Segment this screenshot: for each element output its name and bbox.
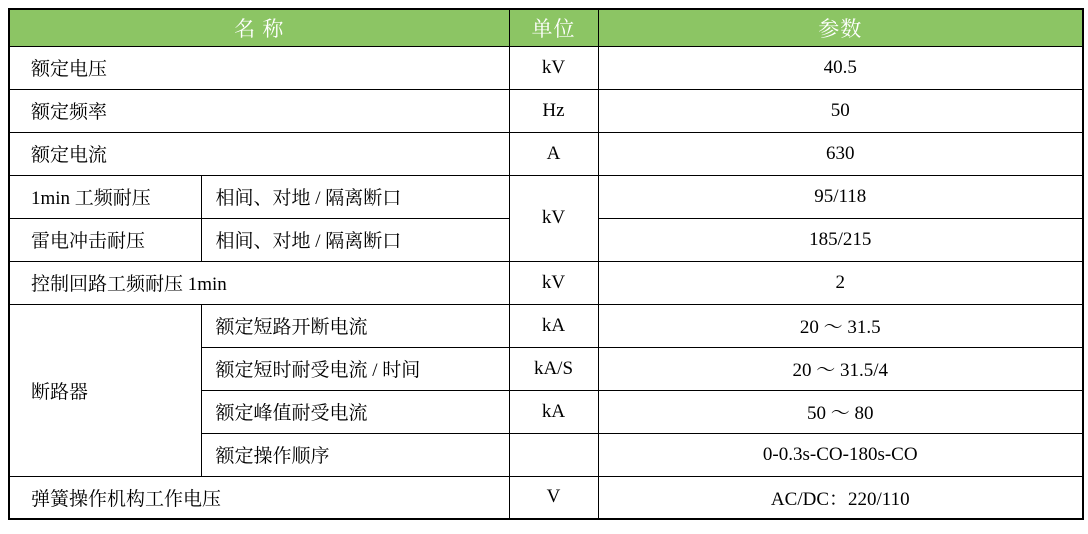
cell-unit: kV bbox=[509, 261, 598, 304]
table-row bbox=[9, 261, 1083, 304]
cell-param: 40.5 bbox=[598, 46, 1083, 89]
cell-param: 20 ～ 31.5 bbox=[598, 304, 1083, 347]
cell-param: 95/118 bbox=[598, 175, 1083, 218]
cell-subname: 相间、对地 / 隔离断口 bbox=[201, 218, 509, 261]
header-cell-name: 名 称 bbox=[9, 9, 509, 46]
cell-group-circuit-breaker: 断路器 bbox=[9, 304, 201, 476]
cell-param: 50 ～ 80 bbox=[598, 390, 1083, 433]
cell-unit-empty bbox=[509, 433, 598, 476]
cell-unit-merged: kV bbox=[509, 175, 598, 261]
table-row bbox=[9, 304, 1083, 347]
cell-subname: 额定短时耐受电流 / 时间 bbox=[201, 347, 509, 390]
cell-name-rated-current: 额定电流 bbox=[9, 132, 509, 175]
table-row bbox=[9, 175, 1083, 218]
cell-name-rated-frequency: 额定频率 bbox=[9, 89, 509, 132]
cell-unit: kA bbox=[509, 390, 598, 433]
cell-unit: kA bbox=[509, 304, 598, 347]
cell-param: 630 bbox=[598, 132, 1083, 175]
cell-param: AC/DC：220/110 bbox=[598, 476, 1083, 519]
cell-name-power-freq-withstand: 1min 工频耐压 bbox=[9, 175, 201, 218]
cell-param: 2 bbox=[598, 261, 1083, 304]
header-cell-param: 参数 bbox=[598, 9, 1083, 46]
cell-param: 20 ～ 31.5/4 bbox=[598, 347, 1083, 390]
cell-param: 50 bbox=[598, 89, 1083, 132]
cell-subname: 额定峰值耐受电流 bbox=[201, 390, 509, 433]
cell-param: 185/215 bbox=[598, 218, 1083, 261]
table-row bbox=[9, 476, 1083, 519]
table-row bbox=[9, 132, 1083, 175]
table-row bbox=[9, 46, 1083, 89]
cell-subname: 额定短路开断电流 bbox=[201, 304, 509, 347]
cell-unit: A bbox=[509, 132, 598, 175]
cell-unit: Hz bbox=[509, 89, 598, 132]
header-row bbox=[9, 9, 1083, 46]
header-cell-unit: 单位 bbox=[509, 9, 598, 46]
cell-unit: kV bbox=[509, 46, 598, 89]
cell-name-rated-voltage: 额定电压 bbox=[9, 46, 509, 89]
cell-subname: 额定操作顺序 bbox=[201, 433, 509, 476]
cell-subname: 相间、对地 / 隔离断口 bbox=[201, 175, 509, 218]
spec-table bbox=[8, 8, 1084, 520]
cell-name-lightning-impulse: 雷电冲击耐压 bbox=[9, 218, 201, 261]
table-row bbox=[9, 89, 1083, 132]
cell-name-spring-mechanism: 弹簧操作机构工作电压 bbox=[9, 476, 509, 519]
cell-param: 0-0.3s-CO-180s-CO bbox=[598, 433, 1083, 476]
cell-unit: kA/S bbox=[509, 347, 598, 390]
cell-unit: V bbox=[509, 476, 598, 519]
cell-name-control-circuit: 控制回路工频耐压 1min bbox=[9, 261, 509, 304]
